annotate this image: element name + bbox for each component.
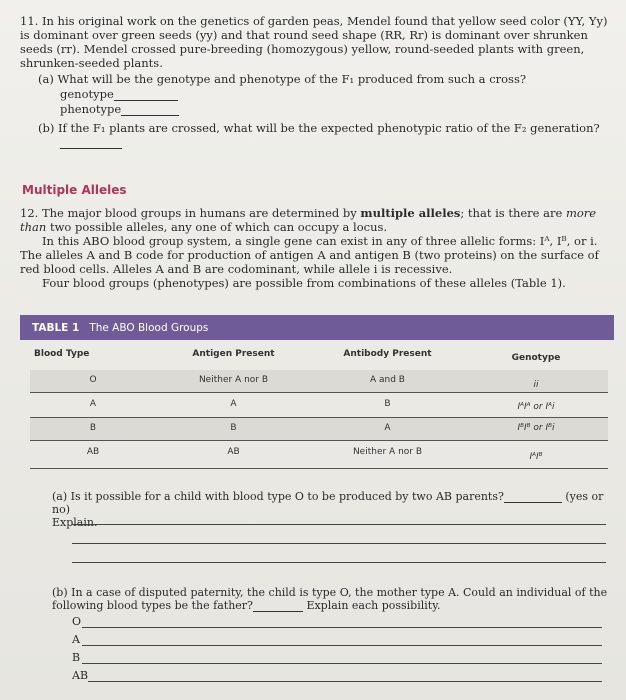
genotype-answer-line[interactable] (114, 100, 178, 101)
table-rule (30, 392, 608, 393)
section-title: Multiple Alleles (22, 183, 127, 197)
question-12a-text: (a) Is it possible for a child with blood type O to be produced by two AB parents? (52, 490, 504, 503)
question-12-paragraph-1 (20, 206, 616, 234)
question-12b-text: (b) In a case of disputed paternity, the child is type O, the mother type A. Could an individual of the following blood types be the father? (52, 586, 608, 612)
cell-genotype: ii (533, 380, 539, 390)
phenotype-label: phenotype (60, 102, 122, 116)
q12-p1-bold: multiple alleles (360, 206, 461, 220)
cell-genotype: IᴮIᴮ or Iᴮi (517, 423, 555, 433)
question-11-text: 11. In his original work on the genetics of garden peas, Mendel found that yellow seed color (YY, Yy) is dominant over green seeds (yy) and that round seed shape (RR, Rr) is dominant over shrunken seeds (rr). Mendel crossed pure-breeding (homozygous) yellow, round-seeded plants with green, shrunken-seeded plants. (20, 14, 608, 70)
yes-no-hint: (yes or no) (52, 490, 604, 516)
table-header-bar (20, 315, 614, 340)
question-12 (20, 206, 616, 290)
header-antibody: Antibody Present (343, 349, 432, 359)
question-11a: (a) What will be the genotype and phenotype of the F₁ produced from such a cross? (38, 72, 527, 86)
table-rule (30, 440, 608, 441)
option-b-line[interactable] (82, 663, 602, 664)
table-row (30, 418, 608, 440)
q12-p1-italic: more than (20, 206, 597, 234)
cell-antibody: A and B (370, 375, 405, 385)
genotype-label: genotype (60, 87, 114, 101)
q12-p1-end: two possible alleles, any one of which can occupy a locus. (46, 220, 388, 234)
table-title: The ABO Blood Groups (89, 321, 209, 334)
question-11 (20, 14, 614, 70)
question-12b-explain: Explain each possibility. (306, 599, 441, 612)
table-row (30, 370, 608, 392)
cell-blood-type: B (89, 423, 97, 433)
q12-p1-mid: ; that is there are (460, 206, 566, 220)
table-header-row (30, 344, 608, 366)
cell-blood-type: A (89, 399, 97, 409)
q12-p1-start: 12. The major blood groups in humans are determined by (20, 206, 361, 220)
explain-answer-line[interactable] (72, 562, 606, 563)
cell-genotype: IᴬIᴬ or Iᴬi (517, 402, 555, 412)
explain-answer-line[interactable] (72, 524, 606, 525)
cell-antibody: B (384, 399, 391, 409)
father-answer-line[interactable] (253, 611, 303, 612)
header-genotype: Genotype (511, 353, 561, 363)
cell-antigen: B (230, 423, 237, 433)
cell-blood-type: AB (86, 447, 100, 457)
question-12b (52, 586, 612, 612)
question-12-paragraph-2: In this ABO blood group system, a single gene can exist in any of three allelic forms: Iᴬ, Iᴮ, or i. The alleles A and B code for production of antigen A and antigen B (two proteins) on the surface of red blood cells. Alleles A and B are codominant, while allele i is recessive. (20, 234, 599, 276)
option-a: A (72, 633, 80, 646)
option-ab-line[interactable] (88, 681, 602, 682)
header-antigen: Antigen Present (192, 349, 275, 359)
cell-antibody: Neither A nor B (352, 447, 423, 457)
cell-antigen: Neither A nor B (198, 375, 269, 385)
cell-antibody: A (384, 423, 391, 433)
cell-genotype: IᴬIᴮ (529, 452, 543, 462)
option-o-line[interactable] (82, 627, 602, 628)
question-12a-explain: Explain. (52, 516, 98, 529)
option-ab: AB (72, 669, 89, 682)
question-12b-line (52, 586, 612, 612)
phenotype-answer-line[interactable] (121, 115, 179, 116)
option-b: B (72, 651, 81, 664)
question-12a-line (52, 490, 612, 516)
yes-no-answer-line[interactable] (504, 502, 562, 503)
ratio-answer-line[interactable] (60, 148, 122, 149)
option-a-line[interactable] (82, 645, 602, 646)
cell-antigen: AB (227, 447, 240, 457)
cell-blood-type: O (89, 375, 97, 385)
phenotype-row (60, 102, 179, 116)
header-blood-type: Blood Type (34, 349, 90, 359)
table-row (30, 394, 608, 416)
question-12-paragraph-3: Four blood groups (phenotypes) are possible from combinations of these alleles (Table 1). (42, 276, 566, 290)
genotype-row (60, 87, 178, 101)
table-row (30, 442, 608, 464)
explain-answer-line[interactable] (72, 543, 606, 544)
question-11b: (b) If the F₁ plants are crossed, what will be the expected phenotypic ratio of the F₂ generation? (38, 121, 600, 135)
table-rule (30, 468, 608, 469)
cell-antigen: A (230, 399, 237, 409)
table-tag: TABLE 1 (32, 321, 80, 334)
option-o: O (72, 615, 82, 628)
